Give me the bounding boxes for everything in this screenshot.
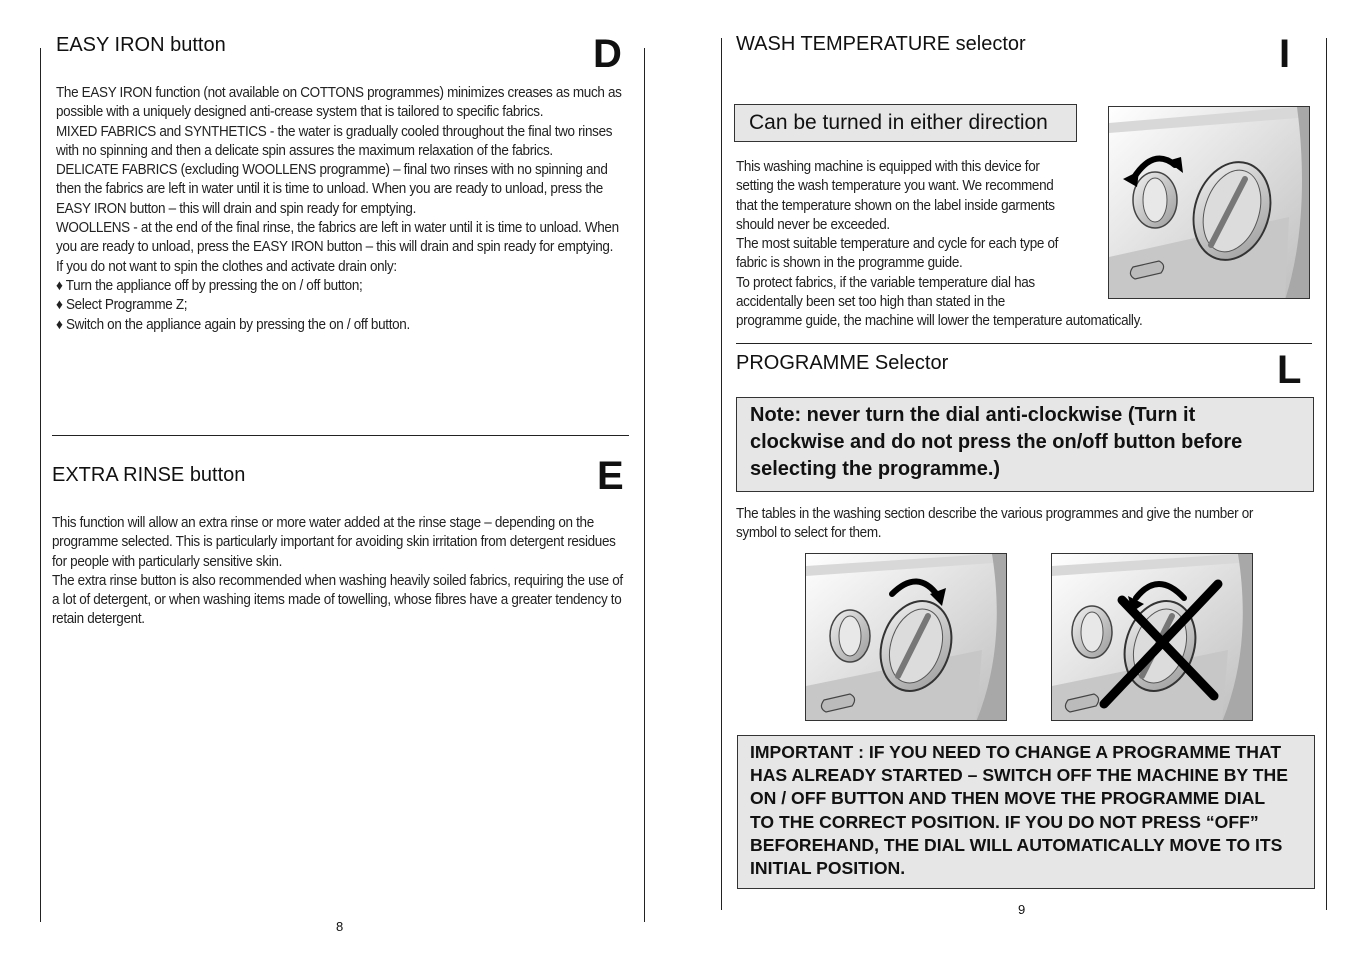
extra-rinse-paragraph: This function will allow an extra rinse or more water added at the rinse stage – depending on the programme selected. This is particularly important for avoiding skin irritation from detergent residues for people with particularly sensitive skin. xyxy=(52,515,616,570)
section-letter-d: D xyxy=(593,32,622,76)
important-warning-line: BEFOREHAND, THE DIAL WILL AUTOMATICALLY MOVE TO ITS xyxy=(750,834,1283,855)
wash-temperature-line: setting the wash temperature you want. We recommend xyxy=(736,178,1054,195)
wash-temperature-line: should never be exceeded. xyxy=(736,216,890,233)
wash-temperature-line: To protect fabrics, if the variable temperature dial has xyxy=(736,274,1035,291)
section-letter-l: L xyxy=(1277,348,1302,392)
programme-note-box xyxy=(736,397,1314,492)
clockwise-dial-illustration xyxy=(805,553,1007,721)
programme-note-line: selecting the programme.) xyxy=(750,458,1001,480)
programme-description xyxy=(736,505,1313,544)
direction-note-box xyxy=(734,104,1077,142)
left-page-right-border xyxy=(644,48,645,922)
important-warning-line: TO THE CORRECT POSITION. IF YOU DO NOT PRESS “OFF” xyxy=(750,811,1259,832)
important-warning-box xyxy=(737,735,1315,889)
section-divider xyxy=(736,343,1312,344)
easy-iron-paragraph: MIXED FABRICS and SYNTHETICS - the water is gradually cooled throughout the final two rinses with no spinning and then a delicate spin assures the maximum relaxation of the fabrics. xyxy=(56,123,613,159)
easy-iron-paragraph: The EASY IRON function (not available on COTTONS programmes) minimizes creases as much as possible with a uniquely designed anti-crease system that is tailored to specific fabrics. xyxy=(56,85,622,121)
extra-rinse-body xyxy=(52,514,629,630)
wash-temperature-line: accidentally been set too high than stated in the xyxy=(736,294,1005,311)
important-warning-text xyxy=(750,741,1288,880)
important-warning-line: ON / OFF BUTTON AND THEN MOVE THE PROGRAMME DIAL xyxy=(750,788,1266,809)
wash-temperature-line: fabric is shown in the programme guide. xyxy=(736,255,963,272)
easy-iron-bullet: ♦ Select Programme Z; xyxy=(56,297,188,314)
programme-note-line: Note: never turn the dial anti-clockwise (Turn it xyxy=(750,404,1196,426)
page-number-left: 8 xyxy=(336,919,344,934)
extra-rinse-paragraph: The extra rinse button is also recommended when washing heavily soiled fabrics, requiring the use of a lot of detergent, or when washing items made of towelling, whose fibres have a greater tendency to retain detergent. xyxy=(52,572,623,628)
section-letter-e: E xyxy=(597,454,624,498)
programme-note-text xyxy=(750,402,1242,483)
anticlockwise-crossed-illustration xyxy=(1051,553,1253,721)
important-warning-line: HAS ALREADY STARTED – SWITCH OFF THE MACHINE BY THE xyxy=(750,765,1288,786)
wash-temperature-title: WASH TEMPERATURE selector xyxy=(736,33,1026,55)
wash-temperature-line: The most suitable temperature and cycle for each type of xyxy=(736,236,1059,253)
wash-temperature-line: This washing machine is equipped with this device for xyxy=(736,159,1040,175)
easy-iron-body xyxy=(56,84,633,335)
easy-iron-title: EASY IRON button xyxy=(56,34,226,56)
programme-description-line: The tables in the washing section describe the various programmes and give the number or xyxy=(736,506,1254,522)
right-page-left-border xyxy=(721,38,722,910)
programme-note-line: clockwise and do not press the on/off button before xyxy=(750,431,1243,453)
section-letter-i: I xyxy=(1279,32,1291,76)
easy-iron-paragraph: If you do not want to spin the clothes and activate drain only: xyxy=(56,258,397,275)
section-divider xyxy=(52,435,629,436)
extra-rinse-title: EXTRA RINSE button xyxy=(52,464,246,486)
programme-description-line: symbol to select for them. xyxy=(736,525,882,542)
wash-temperature-line: that the temperature shown on the label inside garments xyxy=(736,197,1055,214)
direction-note-text: Can be turned in either direction xyxy=(749,111,1048,134)
important-warning-line: INITIAL POSITION. xyxy=(750,858,906,879)
important-warning-line: IMPORTANT : IF YOU NEED TO CHANGE A PROGRAMME THAT xyxy=(750,742,1282,762)
easy-iron-paragraph: WOOLLENS - at the end of the final rinse, the fabrics are left in water until it is time to unload. When you are ready to unload, press the EASY IRON button – this will drain and spin ready for emptying. xyxy=(56,220,619,256)
wash-temperature-line: programme guide, the machine will lower the temperature automatically. xyxy=(736,313,1143,330)
easy-iron-paragraph: DELICATE FABRICS (excluding WOOLLENS programme) – final two rinses with no spinning and then the fabrics are left in water until it is time to unload. When you are ready to unload, press the EASY IRON button – this will drain and spin ready for emptying. xyxy=(56,162,608,217)
page-number-right: 9 xyxy=(1018,902,1026,917)
easy-iron-bullet: ♦ Switch on the appliance again by pressing the on / off button. xyxy=(56,316,410,333)
left-page-left-border xyxy=(40,48,41,922)
right-page-right-border xyxy=(1326,38,1327,910)
easy-iron-bullet: ♦ Turn the appliance off by pressing the on / off button; xyxy=(56,277,363,294)
wash-temperature-body xyxy=(736,158,1257,332)
programme-selector-title: PROGRAMME Selector xyxy=(736,352,949,374)
